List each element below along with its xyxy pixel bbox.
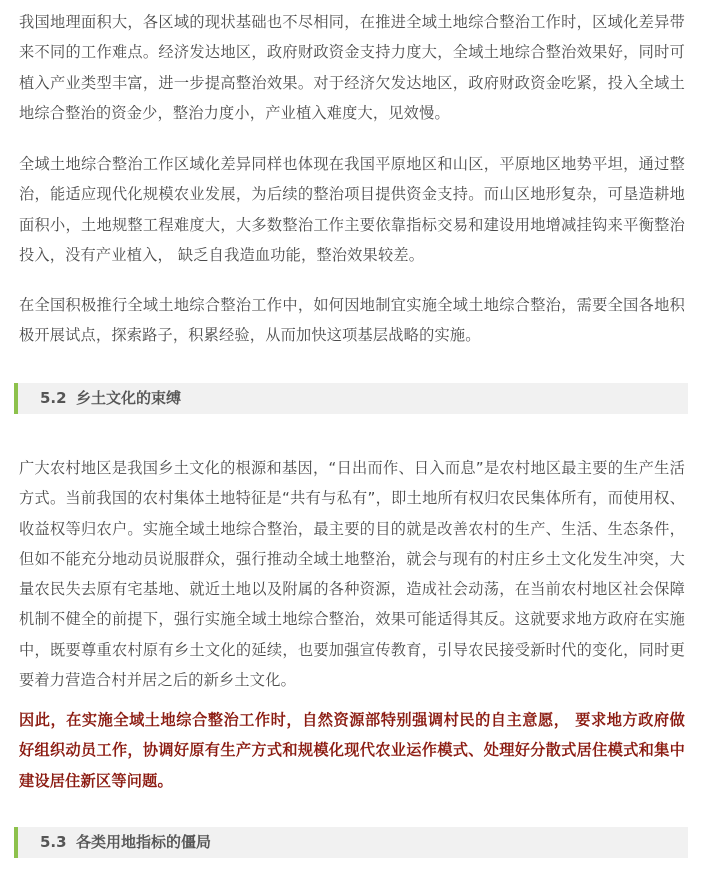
paragraph-emphasis-villager-will: 因此，在实施全域土地综合整治工作时，自然资源部特别强调村民的自主意愿， 要求地方政府做好组织动员工作，协调好原有生产方式和规模化现代农业运作模式、处理好分散式居住模式和集中建设居住新区等问题。 [19, 711, 685, 790]
section-title: 乡土文化的束缚 [76, 389, 182, 407]
section-heading-5-2 [14, 383, 688, 414]
section-number: 5.2 [40, 389, 67, 407]
paragraph-pilot-exploration: 在全国积极推行全域土地综合整治工作中，如何因地制宜实施全域土地综合整治，需要全国各地积极开展试点，探索路子，积累经验，从而加快这项基层战略的实施。 [19, 296, 685, 345]
section-number: 5.3 [40, 833, 67, 851]
section-heading-5-3 [14, 827, 688, 858]
paragraph-plain-and-mountain: 全域土地综合整治工作区域化差异同样也体现在我国平原地区和山区，平原地区地势平坦，通过整治，能适应现代化规模农业发展，为后续的整治项目提供资金支持。而山区地形复杂，可垦造耕地面积小，土地规整工程难度大，大多数整治工作主要依靠指标交易和建设用地增减挂钩来平衡整治投入，没有产业植入， 缺乏自我造血功能，整治效果较差。 [19, 155, 685, 264]
section-title: 各类用地指标的僵局 [76, 833, 212, 851]
paragraph-rural-culture: 广大农村地区是我国乡土文化的根源和基因，“日出而作、日入而息”是农村地区最主要的生产生活方式。当前我国的农村集体土地特征是“共有与私有”，即土地所有权归农民集体所有，而使用权、收益权等归农户。实施全域土地综合整治，最主要的目的就是改善农村的生产、生活、生态条件，但如不能充分地动员说服群众，强行推动全域土地整治，就会与现有的村庄乡土文化发生冲突，大量农民失去原有宅基地、就近土地以及附属的各种资源，造成社会动荡，在当前农村地区社会保障机制不健全的前提下，强行实施全域土地综合整治，效果可能适得其反。这就要求地方政府在实施中，既要尊重农村原有乡土文化的延续，也要加强宣传教育，引导农民接受新时代的变化，同时更要着力营造合村并居之后的新乡土文化。 [19, 459, 685, 690]
paragraph-regional-differences: 我国地理面积大，各区域的现状基础也不尽相同，在推进全域土地综合整治工作时，区域化差异带来不同的工作难点。经济发达地区，政府财政资金支持力度大，全域土地综合整治效果好，同时可植入产业类型丰富，进一步提高整治效果。对于经济欠发达地区，政府财政资金吃紧，投入全域土地综合整治的资金少，整治力度小，产业植入难度大，见效慢。 [19, 13, 685, 122]
